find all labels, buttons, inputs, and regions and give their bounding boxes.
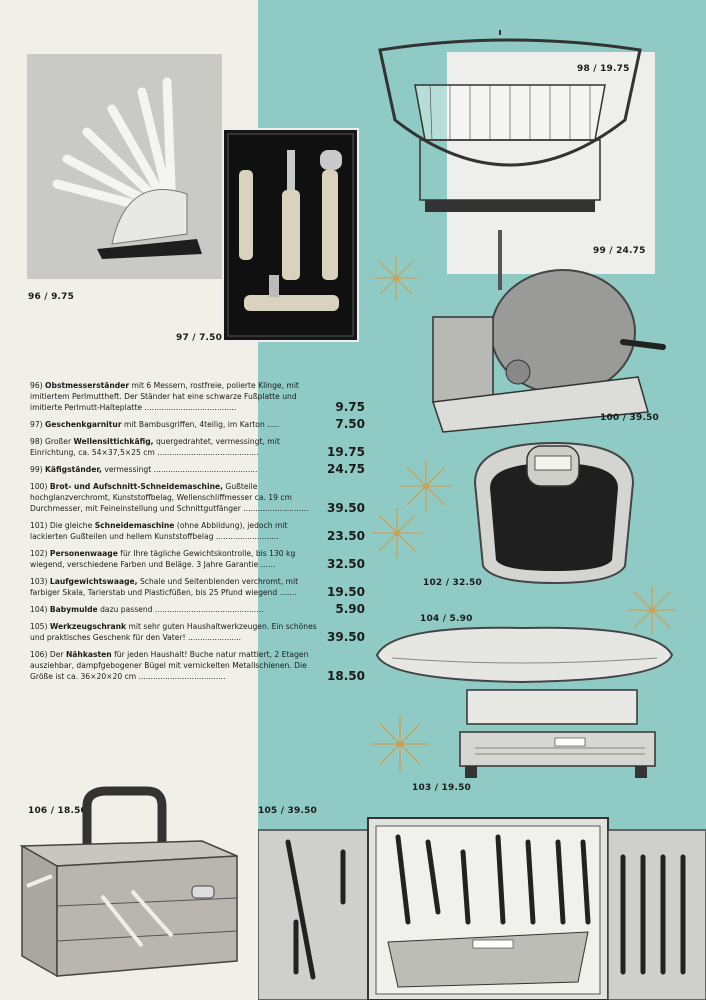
product-photo-tool-cabinet [258, 812, 706, 1000]
item-number: 96) [30, 381, 46, 390]
item-number: 105) [30, 622, 50, 631]
item-number: 104) [30, 605, 50, 614]
price-label-103: 103 / 19.50 [412, 783, 472, 793]
item-name: Personenwaage [49, 549, 118, 558]
item-97 [30, 419, 365, 430]
item-price: 39.50 [327, 630, 365, 644]
product-photo-weighing-scale [455, 688, 660, 786]
item-text: mit 6 Messern, rostfreie, polierte Klinge, mit imitiertem Perlmuttheft. Der Ständer hat eine schwarze Fußplatte und imitierte Perlmutt-Halteplatte ...................................... [30, 381, 299, 412]
item-106 [30, 649, 365, 682]
product-photo-slicer [423, 262, 668, 437]
price-label-96: 96 / 9.75 [28, 292, 75, 302]
product-photo-gift-set [222, 128, 359, 342]
item-text: (ohne Abbildung), jedoch mit lackierten Gußteilen und hellem Kunststoffbelag .......................... [30, 521, 288, 541]
item-name: Laufgewichtswaage, [49, 577, 138, 586]
item-price: 24.75 [327, 462, 365, 476]
item-99 [30, 464, 365, 475]
price-label-106: 106 / 18.50 [28, 806, 88, 816]
item-number: 106) Der [30, 650, 66, 659]
decorative-star-4 [626, 584, 678, 636]
item-101 [30, 520, 365, 542]
item-text: für Ihre tägliche Gewichtskontrolle, bis 130 kg wiegend, verschiedene Farben und Beläge. 3 Jahre Garantie ...... [30, 549, 296, 569]
item-104 [30, 604, 365, 615]
item-text: vermessingt ........................................... [101, 465, 258, 474]
item-text: mit sehr guten Haushaltwerkzeugen. Ein schönes und praktisches Geschenk für den Vater! ...................... [30, 622, 317, 642]
product-photo-bathroom-scale [465, 438, 643, 586]
product-photo-knife-stand [27, 54, 222, 279]
item-102 [30, 548, 365, 570]
price-label-97: 97 / 7.50 [176, 333, 223, 343]
decorative-star-1 [372, 254, 420, 302]
item-name: Obstmesserständer [45, 381, 130, 390]
item-number: 101) Die gleiche [30, 521, 95, 530]
item-price: 19.50 [327, 585, 365, 599]
price-label-99: 99 / 24.75 [593, 246, 646, 256]
item-text: Gußteile hochglanzverchromt, Kunststoffbelag, Wellenschliffmesser ca. 19 cm Durchmesser, mit Feineinstellung und Schnittgutfänger ........................... [30, 482, 309, 513]
price-label-105: 105 / 39.50 [258, 806, 318, 816]
item-price: 18.50 [327, 669, 365, 683]
item-name: Käfigständer, [45, 465, 102, 474]
decorative-star-5 [370, 714, 430, 774]
item-price: 7.50 [335, 417, 365, 431]
item-105 [30, 621, 365, 643]
item-number: 99) [30, 465, 46, 474]
item-price: 23.50 [327, 529, 365, 543]
price-label-100: 100 / 39.50 [600, 413, 660, 423]
product-photo-sewing-box [12, 786, 247, 986]
item-price: 19.75 [327, 445, 365, 459]
item-name: Werkzeugschrank [49, 622, 127, 631]
item-name: Schneidemaschine [94, 521, 175, 530]
item-price: 5.90 [335, 602, 365, 616]
item-103 [30, 576, 365, 598]
item-name: Nähkasten [65, 650, 112, 659]
item-text: Schale und Seitenblenden verchromt, mit farbiger Skala, Tarierstab und Plasticfüßen, bis 25 Pfund wiegend ....... [30, 577, 299, 597]
decorative-star-3 [370, 506, 424, 560]
item-96 [30, 380, 365, 413]
item-text: dazu passend ............................................. [97, 605, 264, 614]
item-text: mit Bambusgriffen, 4teilig, im Karton ..... [121, 420, 280, 429]
item-number: 97) [30, 420, 46, 429]
item-100 [30, 481, 365, 514]
item-number: 100) [30, 482, 50, 491]
item-name: Babymulde [49, 605, 98, 614]
item-number: 103) [30, 577, 50, 586]
item-text: quergedrahtet, vermessingt, mit Einrichtung, ca. 54×37,5×25 cm .......................................... [30, 437, 280, 457]
product-descriptions [30, 380, 365, 682]
item-price: 39.50 [327, 501, 365, 515]
item-number: 102) [30, 549, 50, 558]
item-price: 32.50 [327, 557, 365, 571]
item-name: Brot- und Aufschnitt-Schneidemaschine, [49, 482, 224, 491]
item-number: 98) Großer [30, 437, 74, 446]
item-name: Geschenkgarnitur [45, 420, 122, 429]
price-label-98: 98 / 19.75 [577, 64, 630, 74]
item-98 [30, 436, 365, 458]
item-name: Wellensittichkäfig, [73, 437, 154, 446]
price-label-102: 102 / 32.50 [423, 578, 483, 588]
item-text: für jeden Haushalt! Buche natur mattiert, 2 Etagen ausziehbar, dampfgebogener Bügel mit vernickelten Metallschienen. Die Größe ist ca. 36×20×20 cm .................................... [30, 650, 309, 681]
item-price: 9.75 [335, 400, 365, 414]
price-label-104: 104 / 5.90 [420, 614, 473, 624]
